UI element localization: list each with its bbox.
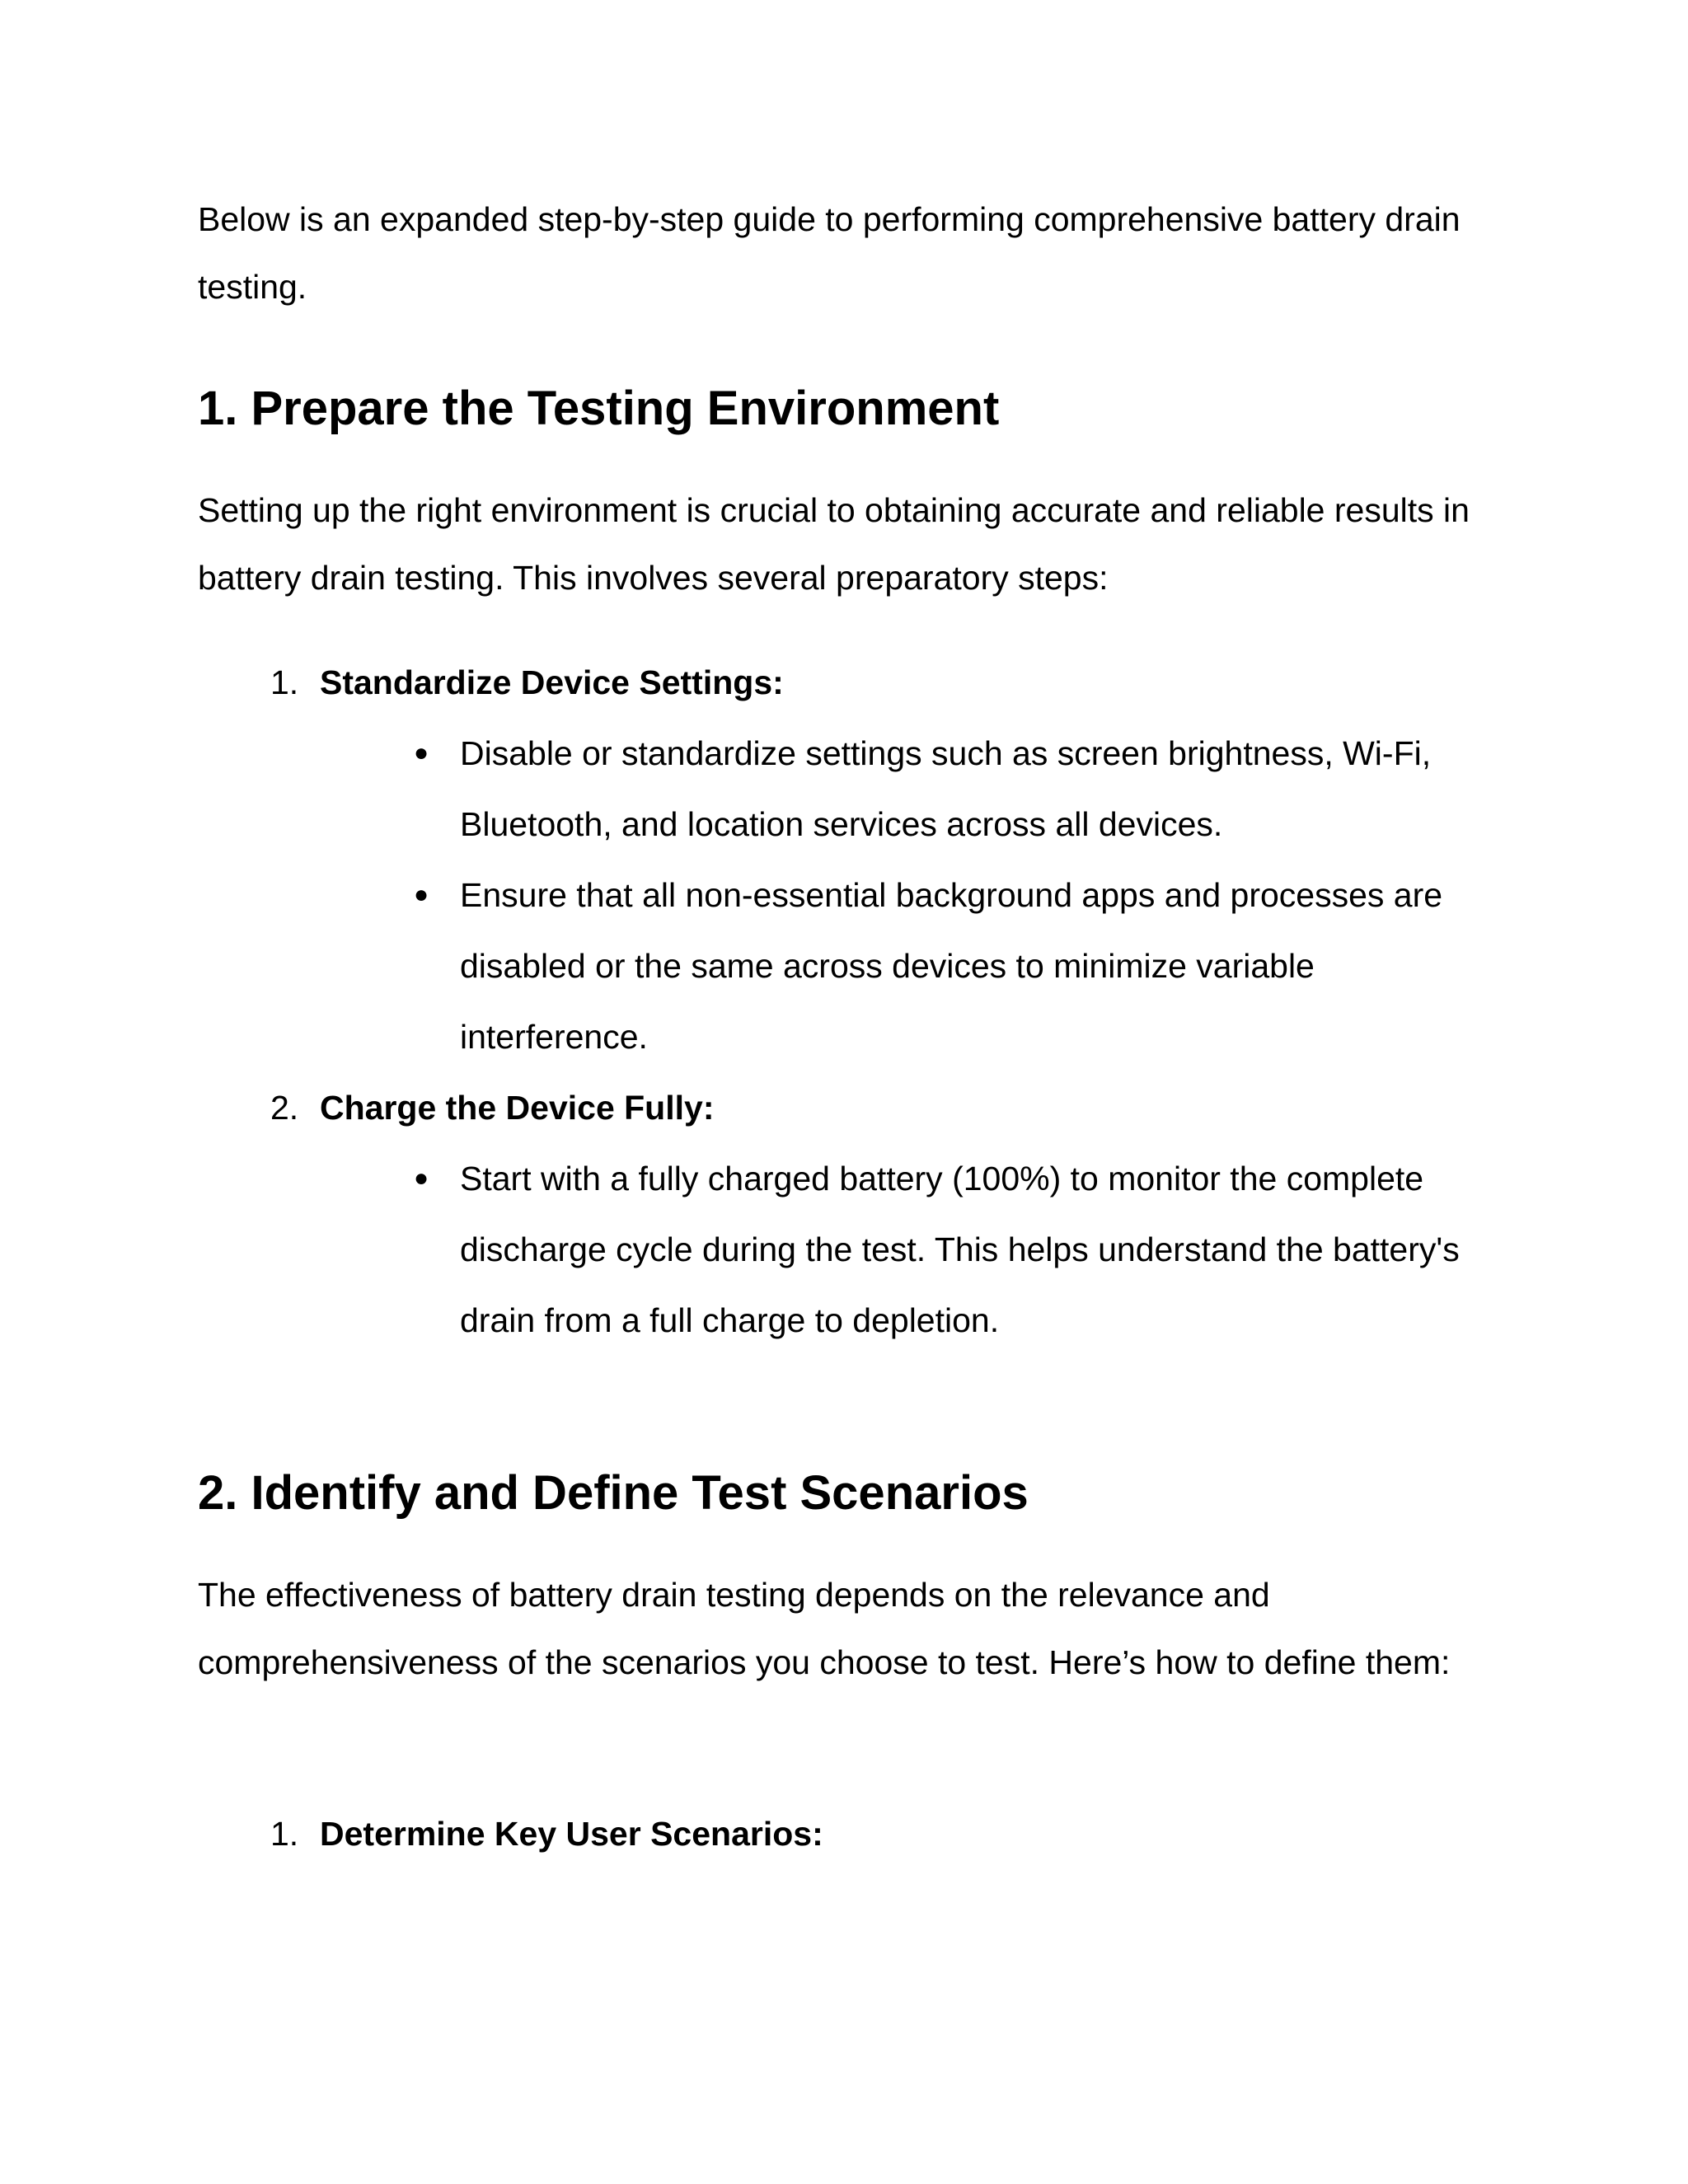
section-2-heading-block [198, 1464, 1500, 1523]
section-2-body-block [198, 1561, 1500, 1696]
bullet-text: Disable or standardize settings such as screen brightness, Wi-Fi, Bluetooth, and location services across all devices. [460, 734, 1432, 843]
intro-text: Below is an expanded step-by-step guide to performing comprehensive battery drain testing. [198, 200, 1461, 306]
bullet-text: Ensure that all non-essential background apps and processes are disabled or the same across devices to minimize variable interference. [460, 876, 1443, 1056]
bullet-dot-icon: ● [414, 739, 429, 766]
section-1-heading-block [198, 379, 1500, 438]
section-1-body: Setting up the right environment is crucial to obtaining accurate and reliable results in battery drain testing. This involves several preparatory steps: [198, 491, 1470, 597]
list-item-label: Charge the Device Fully: [320, 1089, 715, 1127]
bullet-text: Start with a fully charged battery (100%) to monitor the complete discharge cycle during the test. This helps understand the battery's drain from a full charge to depletion. [460, 1160, 1460, 1339]
list-item-number: 1. [270, 663, 299, 701]
bullet-dot-icon: ● [414, 1165, 429, 1192]
section-2-body: The effectiveness of battery drain testing depends on the relevance and comprehensiveness of the scenarios you choose to test. Here’s how to define them: [198, 1576, 1451, 1681]
list-item-number: 2. [270, 1089, 299, 1127]
section-2-heading: 2. Identify and Define Test Scenarios [198, 1466, 1029, 1520]
intro-paragraph [198, 185, 1500, 321]
list-item-label: Standardize Device Settings: [320, 663, 784, 701]
section-1-body-block [198, 476, 1500, 612]
section-1-heading: 1. Prepare the Testing Environment [198, 382, 1000, 435]
list-item-label: Determine Key User Scenarios: [320, 1815, 823, 1853]
list-item-number: 1. [270, 1815, 299, 1853]
bullet-dot-icon: ● [414, 881, 429, 908]
